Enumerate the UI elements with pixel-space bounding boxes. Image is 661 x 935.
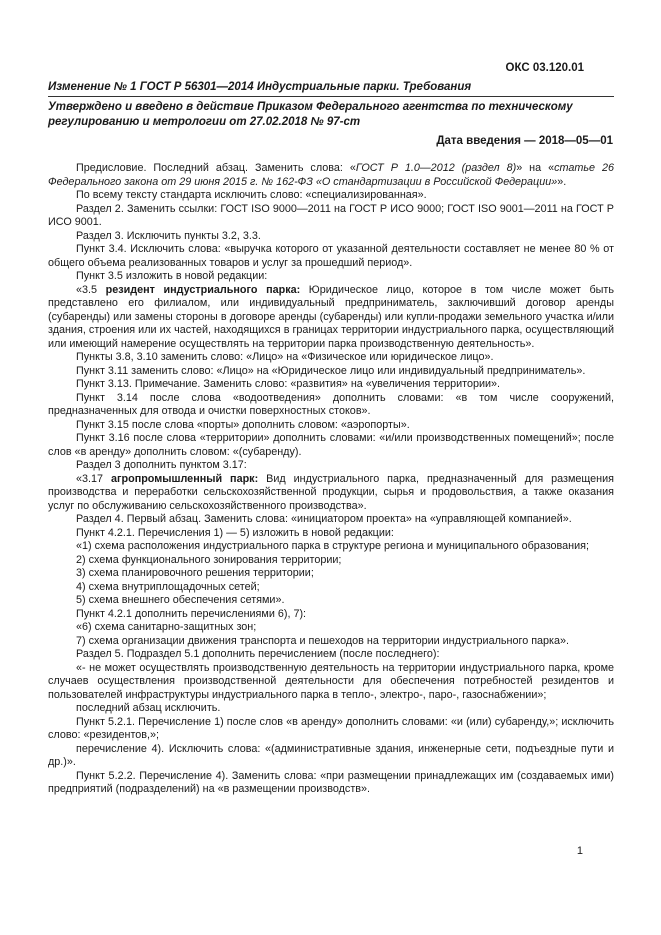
document-title: Изменение № 1 ГОСТ Р 56301—2014 Индустриальные парки. Требования [48,81,472,93]
text-run: Пункт 4.2.1 дополнить перечислениями 6), 7): [76,607,307,620]
paragraph [48,473,614,514]
paragraph [48,608,614,622]
term-bold: агропромышленный парк: [111,472,259,485]
text-run: 4) схема внутриплощадочных сетей; [76,580,260,593]
text-run: » на « [516,162,555,174]
text-run: Пункт 5.2.2. Перечисление 4). Заменить слова: «при размещении принадлежащих им (создаваемых ими) предприятий (подразделений) на «в размещении производств». [48,769,614,795]
paragraph [48,162,614,189]
text-run: последний абзац исключить. [76,702,221,714]
text-run: 3) схема планировочного решения территории; [76,567,314,579]
paragraph [48,770,614,797]
paragraph [48,581,614,595]
paragraph [48,743,614,770]
text-run: Пункт 3.5 изложить в новой редакции: [76,270,268,282]
text-run: Пункт 3.15 после слова «порты» дополнить словом: «аэропорты». [76,418,410,431]
text-run: 7) схема организации движения транспорта и пешеходов на территории индустриального парка». [76,634,570,647]
text-run: 5) схема внешнего обеспечения сетями». [76,594,285,606]
paragraph [48,459,614,473]
paragraph [48,540,614,554]
paragraph [48,351,614,365]
text-run: Раздел 5. Подраздел 5.1 дополнить перечислением (после последнего): [76,648,440,660]
paragraph [48,189,614,203]
paragraph [48,513,614,527]
paragraph [48,230,614,244]
paragraph [48,203,614,230]
text-run: перечисление 4). Исключить слова: «(административные здания, инженерные сети, подъездные пути и др.)». [48,742,614,768]
text-run: Раздел 4. Первый абзац. Заменить слова: «инициатором проекта» на «управляющей компанией». [76,513,572,525]
paragraph [48,243,614,270]
text-run: Пункт 3.13. Примечание. Заменить слово: «развития» на «увеличения территории». [76,378,501,390]
text-run: 2) схема функционального зонирования территории; [76,553,342,566]
text-run: «3.17 [76,472,111,485]
paragraph [48,567,614,581]
text-run: ». [557,175,567,188]
paragraph [48,432,614,459]
paragraph [48,419,614,433]
text-run: Предисловие. Последний абзац. Заменить слова: « [76,162,356,174]
paragraph [48,594,614,608]
text-run: Пункт 3.11 заменить слово: «Лицо» на «Юридическое лицо или индивидуальный предприниматель». [76,364,586,377]
text-run: Раздел 3. Исключить пункты 3.2, 3.3. [76,229,261,242]
paragraph [48,702,614,716]
page-number: 1 [576,845,583,857]
paragraph [48,270,614,284]
text-run: Пункт 4.2.1. Перечисления 1) — 5) изложить в новой редакции: [76,526,394,539]
text-run: Пункт 3.14 после слова «водоотведения» дополнить словами: «в том числе сооружений, предназначенных для отвода и очистки поверхностных стоков». [48,391,614,417]
term-bold: резидент индустриального парка: [105,283,301,296]
paragraph [48,716,614,743]
text-run: Вид индустриального парка, предназначенный для размещения производства и переработки сельскохозяйственной продукции, сырья и продовольствия, а также оказания услуг по обслуживанию сельскохозяйственного производства». [48,472,615,512]
paragraph [48,662,614,703]
paragraph [48,621,614,635]
classification-code: ОКС 03.120.01 [505,62,584,74]
text-run: Раздел 2. Заменить ссылки: ГОСТ ISO 9000—2011 на ГОСТ Р ИСО 9000; ГОСТ ISO 9001—2011 на ГОСТ Р ИСО 9001. [48,202,614,228]
text-italic: ГОСТ Р 1.0—2012 (раздел 8) [355,162,517,174]
text-run: Пункты 3.8, 3.10 заменить слово: «Лицо» на «Физическое или юридическое лицо». [76,351,494,363]
effective-date: Дата введения — 2018—05—01 [436,135,613,147]
paragraph [48,527,614,541]
paragraph [48,648,614,662]
document-body [48,162,614,797]
paragraph [48,554,614,568]
text-run: По всему тексту стандарта исключить слово: «специализированная». [76,189,427,201]
paragraph [48,378,614,392]
text-run: «3.5 [76,283,106,296]
text-run: «1) схема расположения индустриального парка в структуре региона и муниципального образования; [76,540,589,552]
text-run: Юридическое лицо, которое в том числе может быть представлено его филиалом, или индивидуальный предприниматель, заключивший договор аренды (субаренды) или замены стороны в договоре аренды (субаренды) или купли-продажи земельного участка и/или здания, строения или их частей, находящихся в границах территории индустриального парка, осуществляющий или имеющий намерение осуществлять на территории парка производственную деятельность». [48,283,614,350]
text-run: «6) схема санитарно-защитных зон; [76,621,257,633]
text-run: Пункт 3.4. Исключить слова: «выручка которого от указанной деятельности составляет не менее 80 % от общего объема реализованных товаров и услуг за прошедший период». [48,243,614,269]
approval-statement: Утверждено и введено в действие Приказом Федерального агентства по техническому регулированию и метрологии от 27.02.2018 № 97-ст [48,101,573,128]
paragraph [48,392,614,419]
paragraph [48,284,614,352]
text-run: «- не может осуществлять производственную деятельность на территории индустриального парка, кроме случаев осуществления производственной деятельности для обеспечения потребностей резидентов и пользователей инфраструктуры индустриального парка в тепло-, электро-, паро-, газоснабжении»; [48,661,614,701]
title-underline [48,96,614,97]
text-run: Пункт 3.16 после слова «территории» дополнить словами: «и/или производственных помещений»; после слов «в аренду» дополнить словом: «(субаренду). [48,432,614,458]
paragraph [48,635,614,649]
text-italic: статье 26 Федерального закона от 29 июня 2015 г. № 162-ФЗ «О стандартизации в Российской Федерации» [48,162,614,188]
text-run: Раздел 3 дополнить пунктом 3.17: [76,459,247,471]
paragraph [48,365,614,379]
text-run: Пункт 5.2.1. Перечисление 1) после слов «в аренду» дополнить словами: «и (или) субаренду,»; исключить слово: «резидентов,»; [48,715,614,741]
